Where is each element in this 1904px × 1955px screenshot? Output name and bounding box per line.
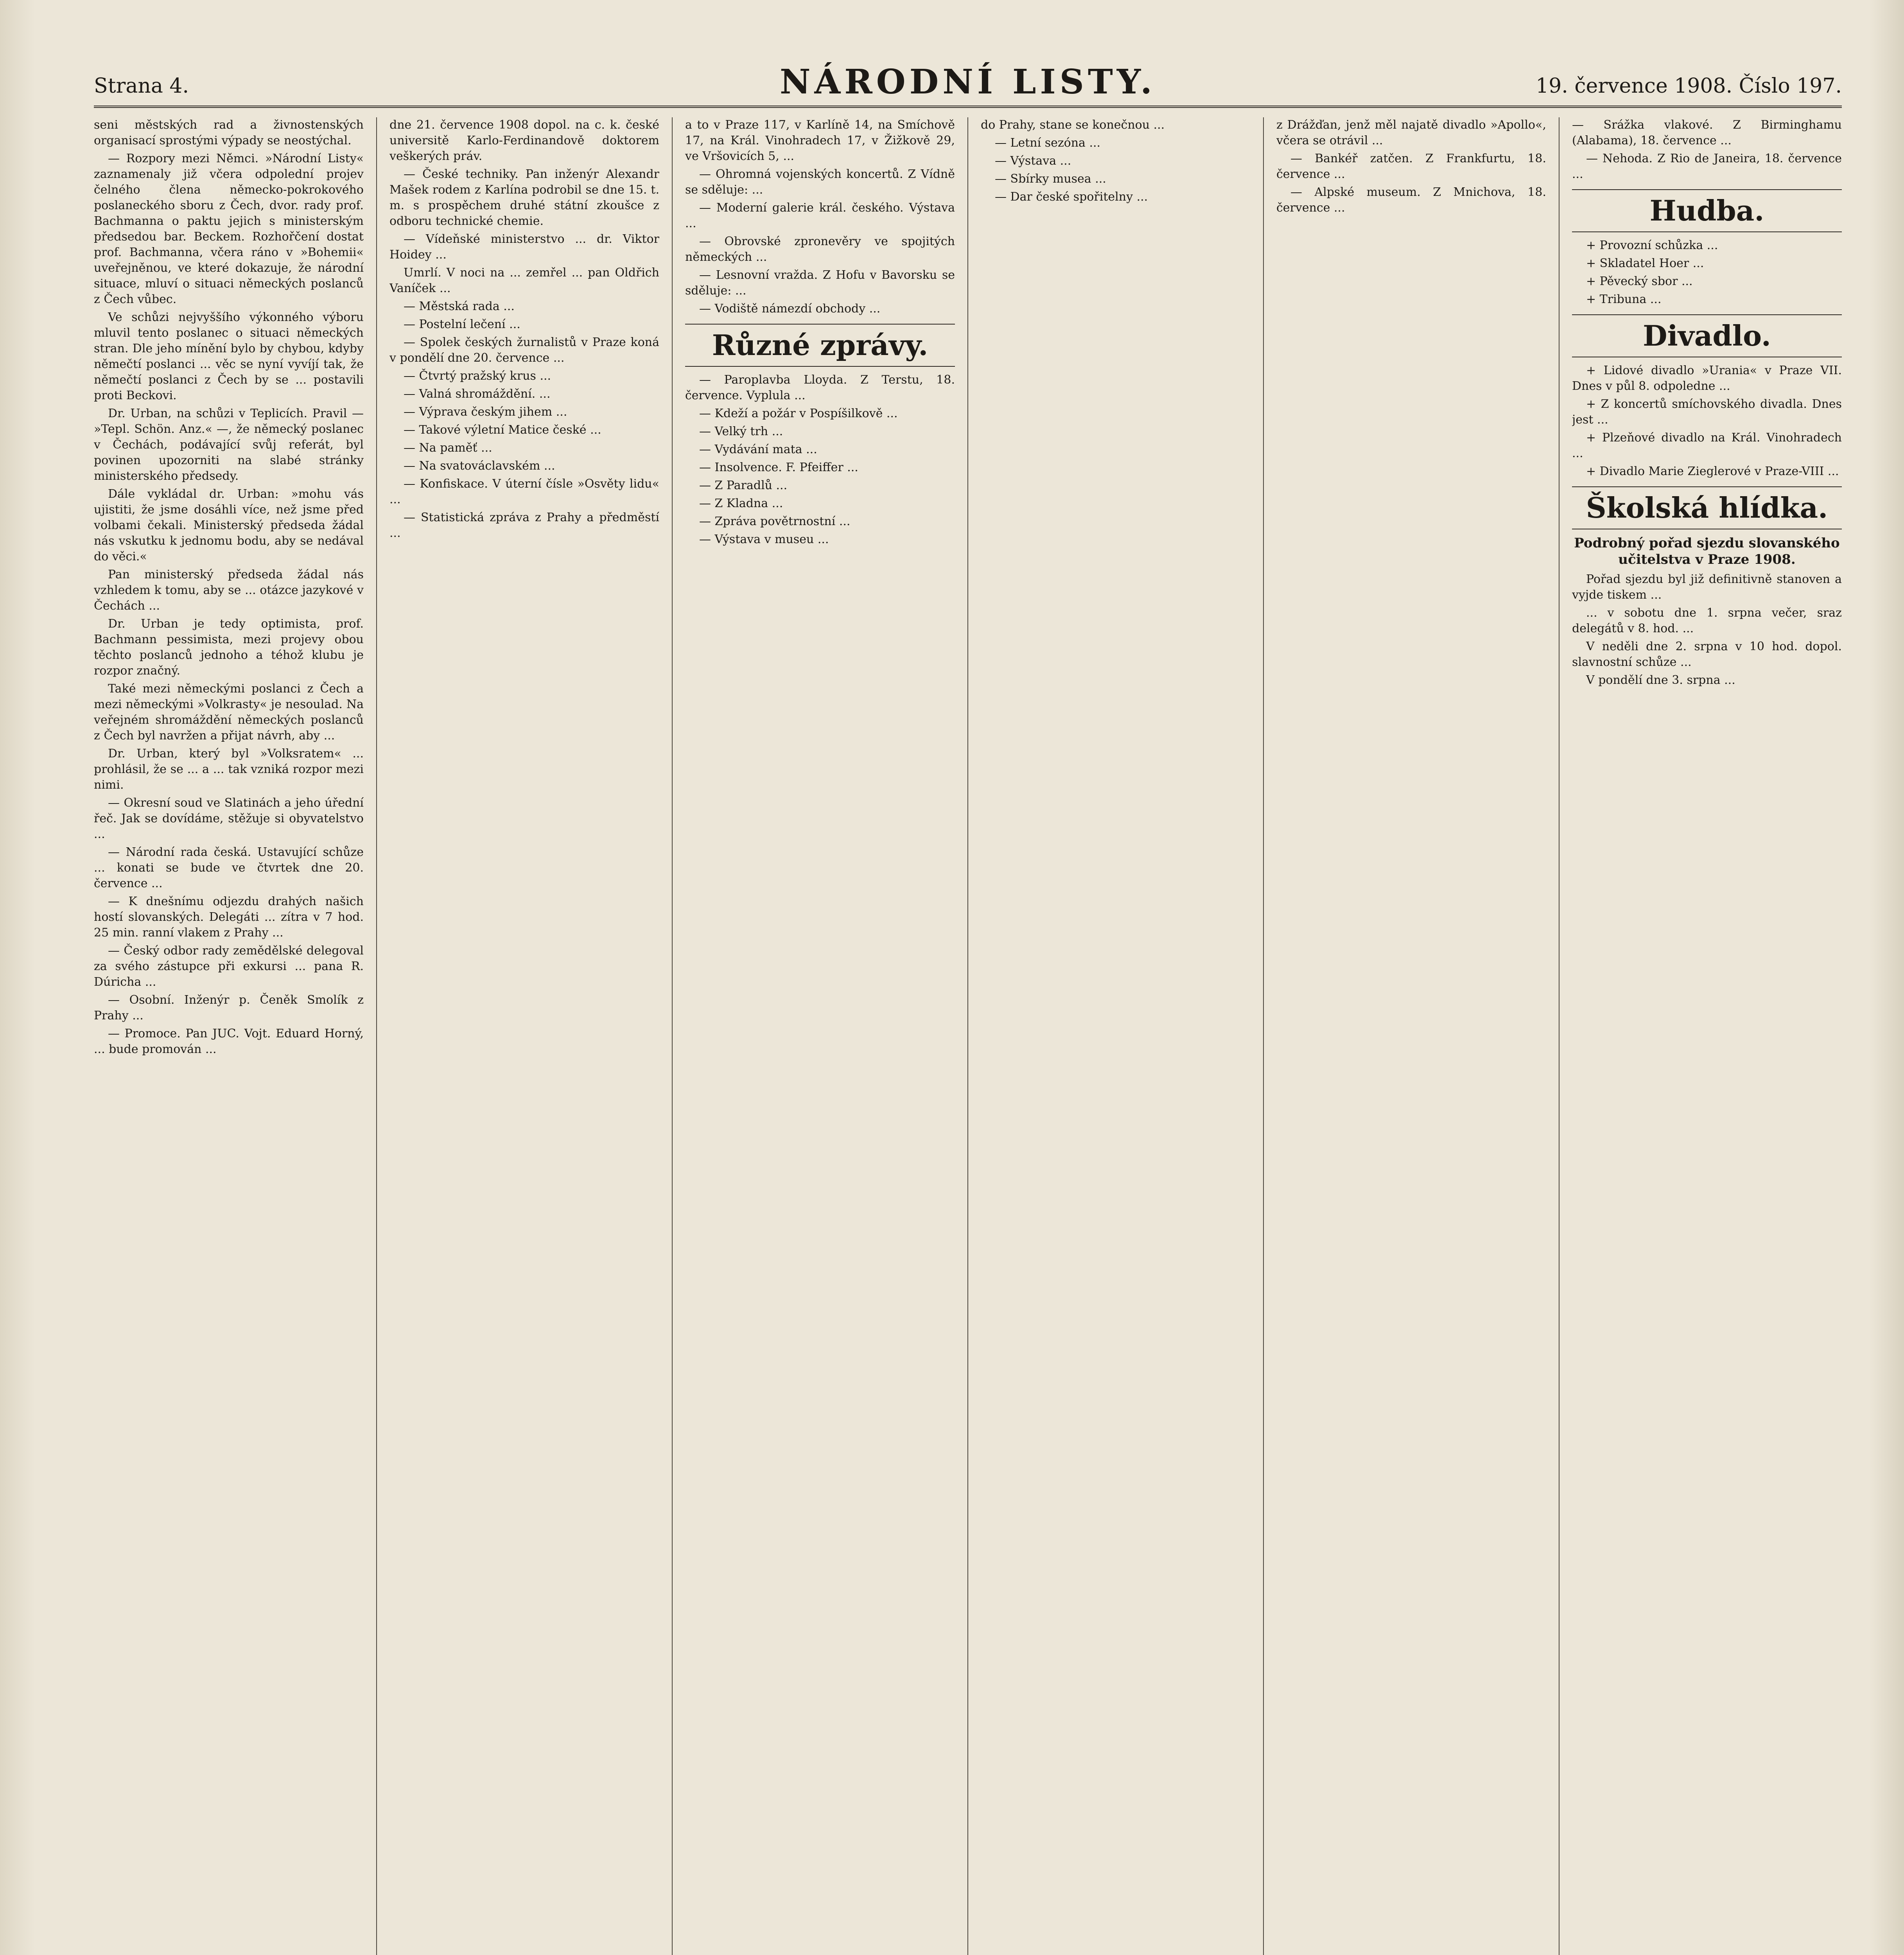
paragraph: — Na svatováclavském ... (404, 459, 555, 473)
paragraph: — Srážka vlakové. Z Birminghamu (Alabama), 18. července ... (1572, 118, 1842, 147)
column-1 (94, 117, 364, 1955)
column-5 (1276, 117, 1546, 1955)
paragraph: seni městských rad a živnostenských organisací sprostými výpady se neostýchal. (94, 118, 364, 147)
issue-date: 19. července 1908. Číslo 197. (1536, 74, 1842, 98)
paragraph: — Postelní lečení ... (404, 317, 520, 331)
paragraph: Ve schůzi nejvyššího výkonného výboru mluvil tento poslanec o situaci německých stran. Dle jeho mínění bylo by chybou, kdyby němečtí poslanci ... věc se nyní vyvíjí tak, že němečtí poslanci z Čech by se ... postavili proti Beckovi. (94, 310, 364, 402)
paragraph: Také mezi německými poslanci z Čech a mezi německými »Volkrasty« je nesoulad. Na veřejném shromáždění německých poslanců z Čech byl navržen a přijat návrh, aby ... (94, 682, 364, 743)
paragraph: — Kdeží a požár v Pospíšilkově ... (699, 407, 898, 420)
paragraph: Dr. Urban, na schůzi v Teplicích. Pravil — »Tepl. Schön. Anz.« —, že německý poslanec v Čechách, podávající svůj referát, byl povinen upozorniti na slabé stránky ministerského předsedy. (94, 407, 364, 483)
paragraph: — Zpráva povětrnostní ... (699, 515, 851, 528)
paragraph: — Letní sezóna ... (995, 136, 1101, 150)
paragraph: a to v Praze 117, v Karlíně 14, na Smíchově 17, na Král. Vinohradech 17, v Žižkově 29, ve Vršovicích 5, ... (685, 118, 955, 163)
column-4 (981, 117, 1251, 1955)
paragraph: — Moderní galerie král. českého. Výstava ... (685, 201, 955, 230)
paragraph: V neděli dne 2. srpna v 10 hod. dopol. slavnostní schůze ... (1572, 640, 1842, 669)
paragraph: Dr. Urban je tedy optimista, prof. Bachmann pessimista, mezi projevy obou těchto poslanců jednoho a téhož klubu je rozpor značný. (94, 617, 364, 678)
paragraph: — Spolek českých žurnalistů v Praze koná v pondělí dne 20. července ... (389, 335, 659, 365)
paragraph: — Rozpory mezi Němci. »Národní Listy« zaznamenaly již včera odpolední projev čelného člena německo-pokrokového poslaneckého sboru z Čech, dvor. rady prof. Bachmanna o paktu jejich s ministerským předsedou bar. Beckem. Rozhořčení dostat prof. Bachmanna, včera ráno v »Bohemii« uveřejněnou, ve které dokazuje, že národní situace, mluví o situaci německých poslanců z Čech vůbec. (94, 152, 364, 306)
paragraph: + Provozní schůzka ... (1586, 239, 1718, 252)
page-header (94, 59, 1842, 108)
paragraph: + Lidové divadlo »Urania« v Praze VII. Dnes v půl 8. odpoledne ... (1572, 364, 1842, 393)
column-divider (672, 117, 673, 1955)
paragraph: Dr. Urban, který byl »Volksratem« ... prohlásil, že se ... a ... tak vzniká rozpor mezi nimi. (94, 747, 364, 792)
column-divider (376, 117, 377, 1955)
paragraph: — Z Paradlů ... (699, 479, 788, 492)
paragraph: Pan ministerský předseda žádal nás vzhledem k tomu, aby se ... otázce jazykové v Čechách ... (94, 568, 364, 613)
column-2 (389, 117, 659, 1955)
paragraph: — Výstava ... (995, 154, 1071, 168)
paragraph: — Výstava v museu ... (699, 533, 829, 546)
paragraph: — Z Kladna ... (699, 497, 783, 510)
masthead-title: NÁRODNÍ LISTY. (779, 62, 1156, 102)
paragraph: — Výprava českým jihem ... (404, 405, 567, 419)
paragraph: Umrlí. V noci na ... zemřel ... pan Oldřich Vaníček ... (389, 266, 659, 295)
paragraph: — Na paměť ... (404, 441, 492, 455)
paragraph: — Konfiskace. V úterní čísle »Osvěty lidu« ... (389, 477, 659, 506)
paragraph: — Bankéř zatčen. Z Frankfurtu, 18. července ... (1276, 152, 1546, 181)
section-heading-divadlo: Divadlo. (1572, 314, 1842, 357)
paragraph: — Čtvrtý pražský krus ... (404, 369, 551, 383)
paragraph: V pondělí dne 3. srpna ... (1586, 673, 1735, 687)
paragraph: + Z koncertů smíchovského divadla. Dnes jest ... (1572, 397, 1842, 427)
paragraph: ... v sobotu dne 1. srpna večer, sraz delegátů v 8. hod. ... (1572, 606, 1842, 635)
paragraph: — Lesnovní vražda. Z Hofu v Bavorsku se sděluje: ... (685, 268, 955, 298)
paragraph: — Dar české spořitelny ... (995, 190, 1148, 204)
paragraph: + Divadlo Marie Zieglerové v Praze-VIII ... (1586, 465, 1839, 478)
paragraph: — Velký trh ... (699, 425, 783, 438)
paragraph: — Insolvence. F. Pfeiffer ... (699, 461, 858, 474)
columns-area (94, 117, 1842, 1955)
column-divider (1263, 117, 1264, 1955)
paragraph: do Prahy, stane se konečnou ... (981, 118, 1165, 132)
paragraph: + Pěvecký sbor ... (1586, 274, 1693, 288)
paragraph: — Alpské museum. Z Mnichova, 18. července ... (1276, 185, 1546, 215)
paragraph: — Obrovské zpronevěry ve spojitých německých ... (685, 235, 955, 264)
paragraph: — Nehoda. Z Rio de Janeira, 18. července ... (1572, 152, 1842, 181)
paragraph: + Tribuna ... (1586, 292, 1662, 306)
paragraph: — Vodiště námezdí obchody ... (699, 302, 881, 316)
paragraph: — Promoce. Pan JUC. Vojt. Eduard Horný, ... bude promován ... (94, 1027, 364, 1056)
paragraph: — Takové výletní Matice české ... (404, 423, 601, 437)
paragraph: — Sbírky musea ... (995, 172, 1106, 186)
section-heading-skolska-hlidka: Školská hlídka. (1572, 486, 1842, 529)
paragraph: — Vydávání mata ... (699, 443, 817, 456)
column-6 (1572, 117, 1842, 1955)
column-3 (685, 117, 955, 1955)
paragraph: — Okresní soud ve Slatinách a jeho úřední řeč. Jak se dovídáme, stěžuje si obyvatelstvo ... (94, 796, 364, 841)
section-heading-hudba: Hudba. (1572, 189, 1842, 232)
paragraph: + Plzeňové divadlo na Král. Vinohradech ... (1572, 431, 1842, 460)
paragraph: — K dnešnímu odjezdu drahých našich hostí slovanských. Delegáti ... zítra v 7 hod. 25 min. ranní vlakem z Prahy ... (94, 895, 364, 940)
paragraph: — Valná shromáždění. ... (404, 387, 551, 401)
column-divider (967, 117, 968, 1955)
paragraph: — Paroplavba Lloyda. Z Terstu, 18. července. Vyplula ... (685, 373, 955, 402)
page-number: Strana 4. (94, 74, 189, 98)
paragraph: Pořad sjezdu byl již definitivně stanoven a vyjde tiskem ... (1572, 572, 1842, 602)
paragraph: + Skladatel Hoer ... (1586, 256, 1704, 270)
paragraph: z Drážďan, jenž měl najatě divadlo »Apollo«, včera se otrávil ... (1276, 118, 1546, 147)
paragraph: — Statistická zpráva z Prahy a předměstí ... (389, 511, 659, 540)
paragraph: — Národní rada česká. Ustavující schůze ... konati se bude ve čtvrtek dne 20. července ... (94, 845, 364, 890)
paragraph: — Vídeňské ministerstvo ... dr. Viktor Hoidey ... (389, 232, 659, 262)
paragraph: — Osobní. Inženýr p. Čeněk Smolík z Prahy ... (94, 993, 364, 1022)
paragraph: dne 21. července 1908 dopol. na c. k. české universitě Karlo-Ferdinandově doktorem veškerých práv. (389, 118, 659, 163)
section-heading-ruzne-zpravy: Různé zprávy. (685, 324, 955, 367)
paragraph: — České techniky. Pan inženýr Alexandr Mašek rodem z Karlína podrobil se dne 15. t. m. s prospěchem druhé státní zkoušce z odboru technické chemie. (389, 167, 659, 228)
paragraph: — Ohromná vojenských koncertů. Z Vídně se sděluje: ... (685, 167, 955, 197)
paragraph: Dále vykládal dr. Urban: »mohu vás ujistiti, že jsme dosáhli více, než jsme před volbami čekali. Ministerský předseda žádal nás vskutku k jednomu bodu, aby se nedával do věci.« (94, 487, 364, 563)
paragraph: — Český odbor rady zemědělské delegoval za svého zástupce při exkursi ... pana R. Dúricha ... (94, 944, 364, 989)
paragraph: — Městská rada ... (404, 300, 515, 313)
subheading: Podrobný pořad sjezdu slovanského učitelstva v Praze 1908. (1574, 535, 1840, 567)
